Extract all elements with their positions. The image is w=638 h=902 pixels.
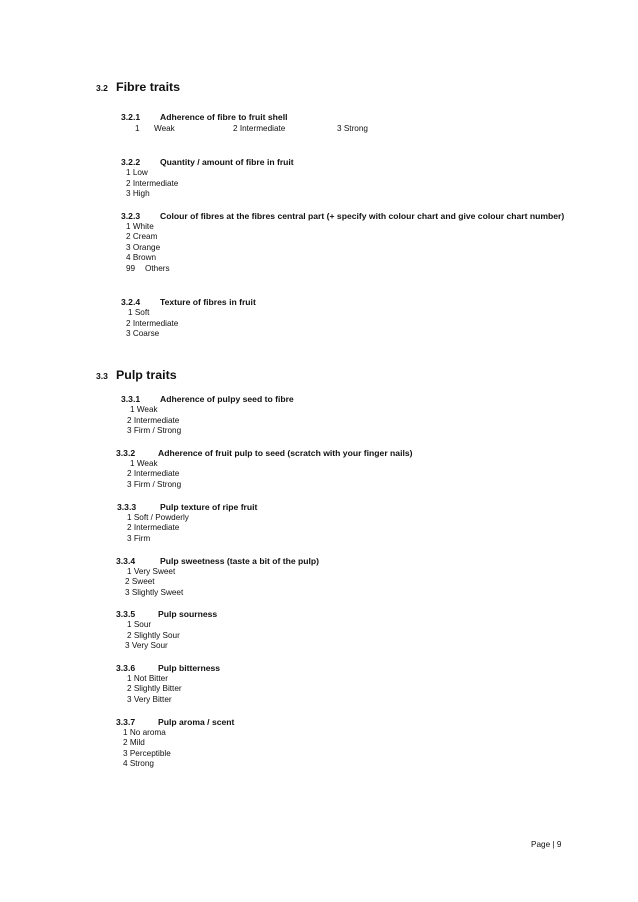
option-item: 2 Slightly Sour <box>127 631 180 640</box>
subsection-title: Pulp texture of ripe fruit <box>160 502 258 512</box>
page-separator: | <box>552 840 555 849</box>
option-item: 1 Low <box>126 168 148 177</box>
option-item: 3 Firm / Strong <box>127 480 182 489</box>
option-item: 3 Firm <box>127 534 151 543</box>
option-item: 3 Coarse <box>126 329 160 338</box>
subsection-number: 3.2.1 <box>121 112 141 122</box>
option-item: Weak <box>154 124 175 133</box>
subsection-title: Pulp bitterness <box>158 663 221 673</box>
subsection-number: 3.3.6 <box>116 663 136 673</box>
option-item: 4 Brown <box>126 253 157 262</box>
option-item: 2 Intermediate <box>127 469 180 478</box>
option-item: 1 Weak <box>130 459 158 468</box>
option-item: 1 Weak <box>130 405 158 414</box>
option-item: 1 Not Bitter <box>127 674 168 683</box>
option-item: 1 <box>135 124 140 133</box>
subsection-title: Texture of fibres in fruit <box>160 297 256 307</box>
subsection-title: Pulp sweetness (taste a bit of the pulp) <box>160 556 320 566</box>
section-title: Pulp traits <box>116 368 177 382</box>
option-item: 2 Intermediate <box>127 416 180 425</box>
option-item: 3 Orange <box>126 243 161 252</box>
subsection-number: 3.3.3 <box>117 502 137 512</box>
option-item: 2 Intermediate <box>127 523 180 532</box>
section-number: 3.2 <box>96 83 108 93</box>
option-item: 1 No aroma <box>123 728 166 737</box>
option-item: 3 Strong <box>337 124 368 133</box>
subsection-number: 3.2.4 <box>121 297 141 307</box>
option-item: 2 Intermediate <box>126 319 179 328</box>
option-item: 1 Very Sweet <box>127 567 176 576</box>
subsection-title: Adherence of fruit pulp to seed (scratch with your finger nails) <box>158 448 413 458</box>
subsection-title: Colour of fibres at the fibres central part (+ specify with colour chart and give colour chart number) <box>160 211 565 221</box>
subsection-number: 3.3.5 <box>116 609 136 619</box>
option-item: 3 Firm / Strong <box>127 426 182 435</box>
subsection-title: Adherence of pulpy seed to fibre <box>160 394 294 404</box>
subsection-title: Pulp aroma / scent <box>158 717 235 727</box>
subsection-number: 3.3.2 <box>116 448 136 458</box>
option-item: 1 Soft <box>128 308 150 317</box>
option-item: 2 Slightly Bitter <box>127 684 182 693</box>
option-item: 2 Intermediate <box>233 124 286 133</box>
option-item: 2 Cream <box>126 232 158 241</box>
subsection-number: 3.3.4 <box>116 556 136 566</box>
subsection-number: 3.2.2 <box>121 157 141 167</box>
subsection-number: 3.3.7 <box>116 717 136 727</box>
subsection-title: Pulp sourness <box>158 609 218 619</box>
subsection-title: Quantity / amount of fibre in fruit <box>160 157 294 167</box>
page-number: 9 <box>556 840 562 849</box>
option-item: 3 Perceptible <box>123 749 171 758</box>
option-item: 2 Mild <box>123 738 145 747</box>
option-item: 4 Strong <box>123 759 154 768</box>
option-item: 1 Sour <box>127 620 152 629</box>
option-item: 3 Very Bitter <box>127 695 172 704</box>
subsection-number: 3.3.1 <box>121 394 141 404</box>
option-item: 2 Sweet <box>125 577 155 586</box>
page-footer <box>531 840 561 849</box>
section-title: Fibre traits <box>116 80 181 94</box>
option-item: 1 White <box>126 222 154 231</box>
option-item: 99 <box>126 264 136 273</box>
section-number: 3.3 <box>96 371 108 381</box>
option-item: 3 Very Sour <box>125 641 168 650</box>
subsection-title: Adherence of fibre to fruit shell <box>160 112 288 122</box>
option-item: 3 Slightly Sweet <box>125 588 184 597</box>
option-item: 2 Intermediate <box>126 179 179 188</box>
option-item: 3 High <box>126 189 150 198</box>
option-item: 1 Soft / Powderly <box>127 513 189 522</box>
page-label: Page <box>531 840 551 849</box>
subsection-number: 3.2.3 <box>121 211 141 221</box>
option-item: Others <box>145 264 170 273</box>
